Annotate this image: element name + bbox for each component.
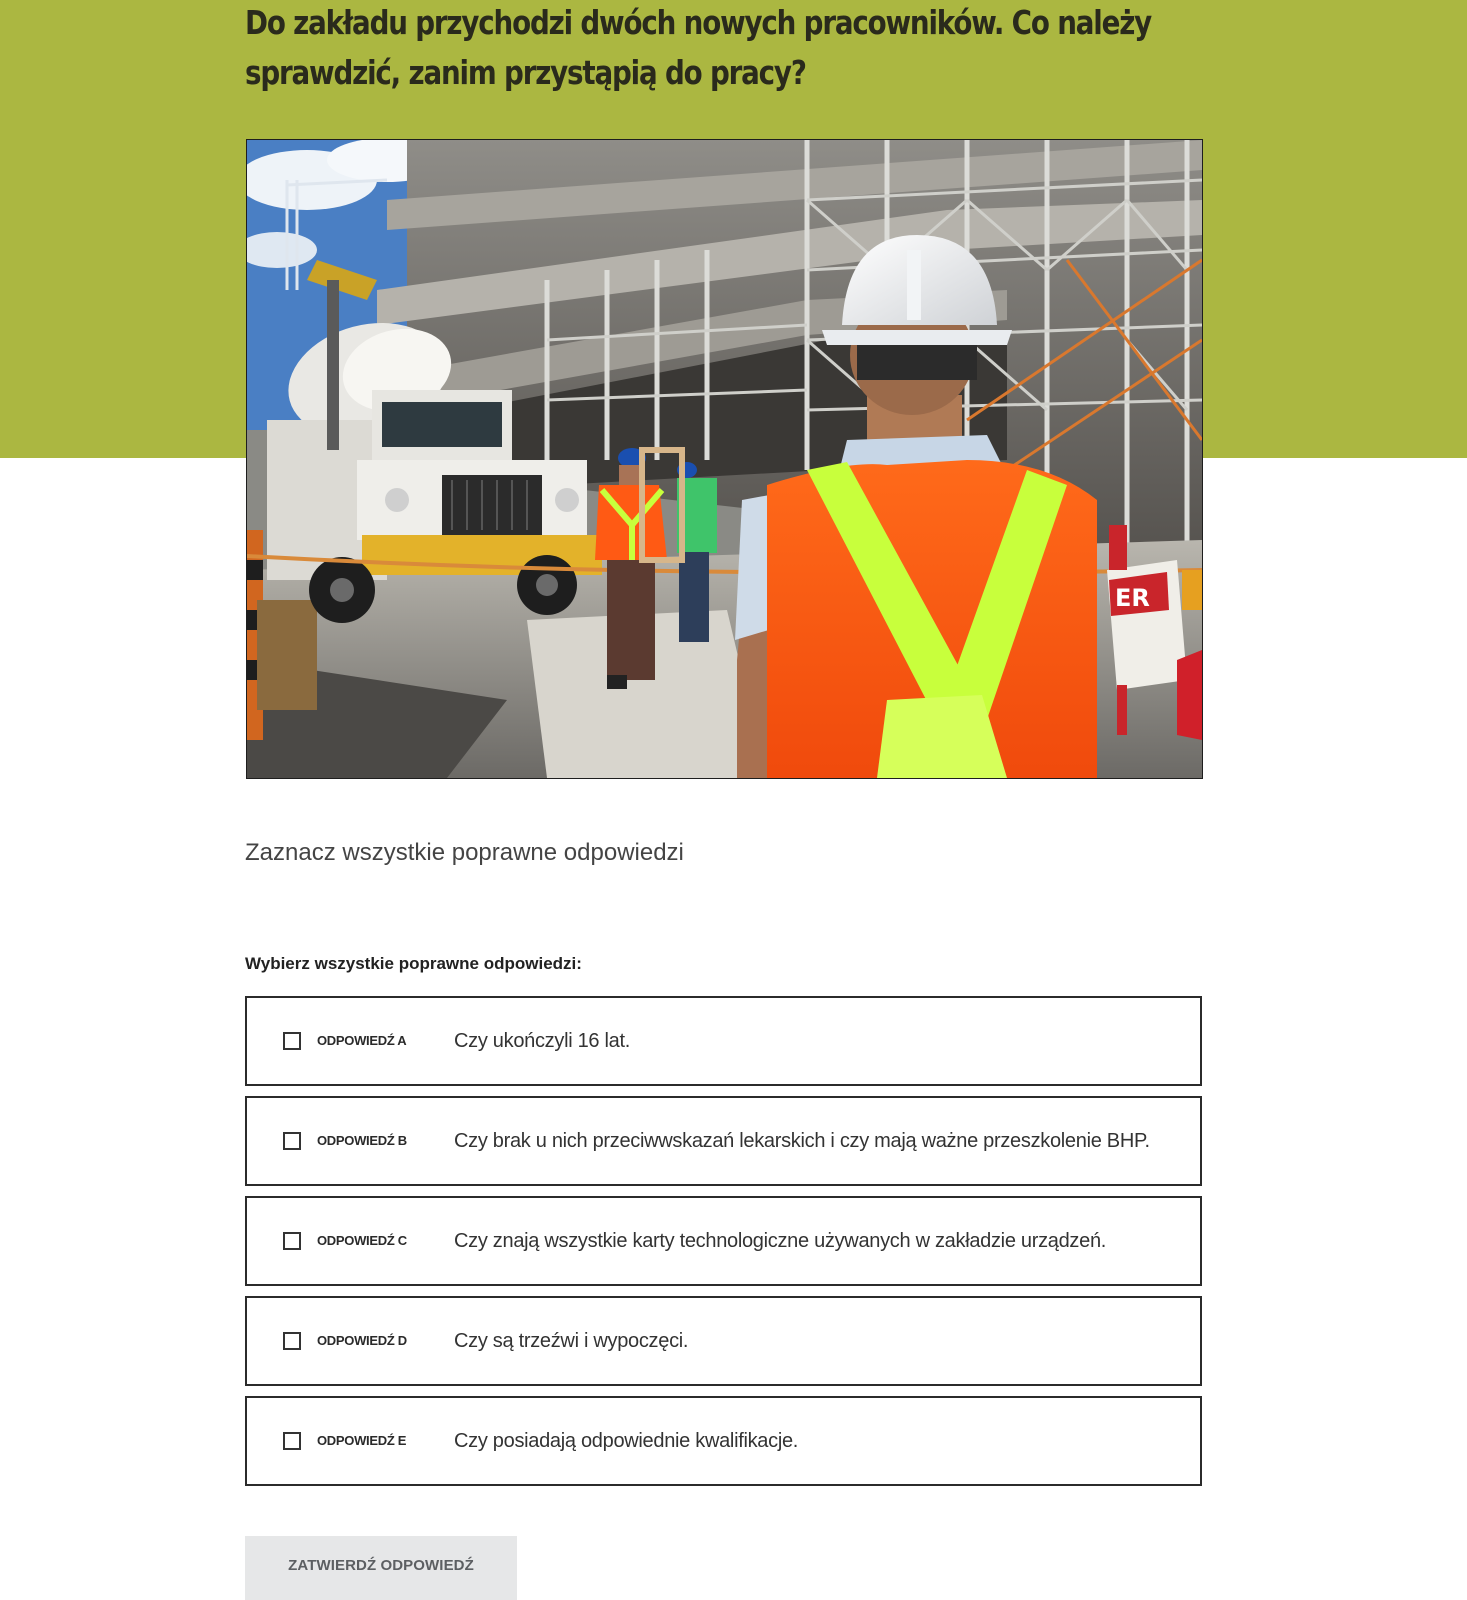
answer-text: Czy znają wszystkie karty technologiczne używanych w zakładzie urządzeń. — [454, 1230, 1107, 1252]
answer-text: Czy ukończyli 16 lat. — [454, 1030, 630, 1052]
answer-letter: ODPOWIEDŹ B — [317, 1133, 407, 1148]
checkbox-answer-d[interactable] — [283, 1332, 301, 1350]
checkbox-answer-e[interactable] — [283, 1432, 301, 1450]
answer-option-b[interactable] — [245, 1096, 1202, 1186]
answer-letter: ODPOWIEDŹ C — [317, 1233, 407, 1248]
checkbox-answer-b[interactable] — [283, 1132, 301, 1150]
checkbox-answer-a[interactable] — [283, 1032, 301, 1050]
question-title-line-2: sprawdzić, zanim przystąpią do pracy? — [245, 53, 806, 92]
answer-letter: ODPOWIEDŹ A — [317, 1033, 407, 1048]
answer-text: Czy brak u nich przeciwwskazań lekarskich i czy mają ważne przeszkolenie BHP. — [454, 1130, 1150, 1152]
choose-answers-label: Wybierz wszystkie poprawne odpowiedzi: — [245, 954, 582, 973]
question-title — [245, 0, 1152, 98]
answer-option-c[interactable] — [245, 1196, 1202, 1286]
answer-option-e[interactable] — [245, 1396, 1202, 1486]
instruction-text: Zaznacz wszystkie poprawne odpowiedzi — [245, 839, 684, 866]
checkbox-answer-c[interactable] — [283, 1232, 301, 1250]
question-title-line-1: Do zakładu przychodzi dwóch nowych pracowników. Co należy — [245, 3, 1152, 42]
answer-text: Czy posiadają odpowiednie kwalifikacje. — [454, 1430, 799, 1452]
svg-text:ER: ER — [1115, 584, 1150, 612]
submit-answer-button[interactable]: ZATWIERDŹ ODPOWIEDŹ — [245, 1536, 517, 1600]
answer-list — [245, 996, 1202, 1496]
answer-option-a[interactable] — [245, 996, 1202, 1086]
answer-letter: ODPOWIEDŹ D — [317, 1333, 407, 1348]
answer-option-d[interactable] — [245, 1296, 1202, 1386]
construction-site-photo — [246, 139, 1203, 779]
answer-text: Czy są trzeźwi i wypoczęci. — [454, 1330, 689, 1352]
answer-letter: ODPOWIEDŹ E — [317, 1433, 407, 1448]
